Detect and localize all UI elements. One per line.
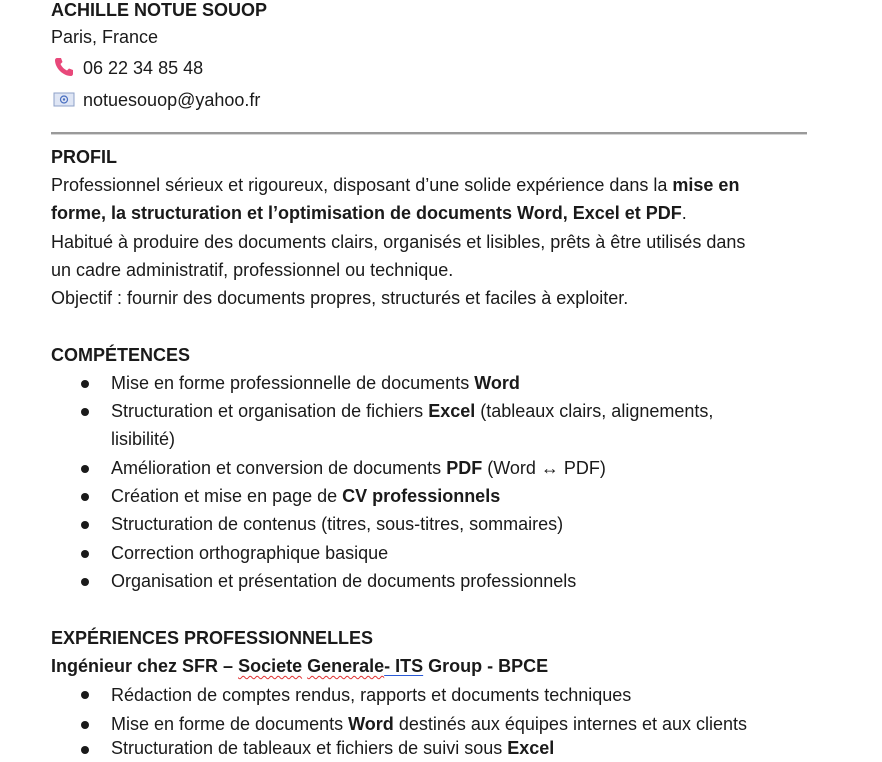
section-title-experiences: EXPÉRIENCES PROFESSIONNELLES	[51, 628, 374, 648]
competence-item: Correction orthographique basique	[111, 543, 389, 563]
competence-item: Création et mise en page de CV professionnels	[111, 486, 501, 506]
competence-item: Structuration et organisation de fichiers Excel (tableaux clairs, alignements,	[111, 401, 714, 421]
bullet-dot	[81, 408, 89, 416]
its-link[interactable]: - ITS	[384, 656, 424, 676]
experience-item: Rédaction de comptes rendus, rapports et documents techniques	[111, 685, 632, 705]
profil-line-1: Professionnel sérieux et rigoureux, disposant d’une solide expérience dans la mise en	[51, 175, 740, 195]
competence-item: Mise en forme professionnelle de documents Word	[111, 373, 520, 393]
phone-icon	[53, 56, 75, 78]
job-title: Ingénieur chez SFR – Societe Generale- ITS Group - BPCE	[51, 656, 549, 676]
phone-number: 06 22 34 85 48	[83, 58, 204, 78]
bullet-dot	[81, 493, 89, 501]
candidate-name: ACHILLE NOTUE SOUOP	[51, 0, 268, 20]
header-divider	[51, 132, 807, 135]
profil-line-2: forme, la structuration et l’optimisation de documents Word, Excel et PDF.	[51, 203, 687, 223]
competence-item: Structuration de contenus (titres, sous-titres, sommaires)	[111, 514, 564, 534]
experience-item: Structuration de tableaux et fichiers de suivi sous Excel	[111, 738, 555, 758]
bullet-dot	[81, 691, 89, 699]
profil-objectif: Objectif : fournir des documents propres, structurés et faciles à exploiter.	[51, 288, 629, 308]
competence-item: Amélioration et conversion de documents PDF (Word ↔ PDF)	[111, 458, 606, 478]
competence-item-continued: lisibilité)	[111, 429, 176, 449]
competence-item: Organisation et présentation de documents professionnels	[111, 571, 577, 591]
email-row	[51, 86, 260, 114]
candidate-location: Paris, France	[51, 27, 159, 47]
bullet-dot	[81, 550, 89, 558]
bullet-dot	[81, 578, 89, 586]
bullet-dot	[81, 380, 89, 388]
bullet-dot	[81, 465, 89, 473]
profil-line-3: Habitué à produire des documents clairs, organisés et lisibles, prêts à être utilisés dans	[51, 232, 746, 252]
phone-row	[51, 54, 203, 82]
section-title-profil: PROFIL	[51, 147, 117, 167]
experience-item: Mise en forme de documents Word destinés aux équipes internes et aux clients	[111, 714, 748, 734]
bullet-dot	[81, 721, 89, 729]
email-address[interactable]: notuesouop@yahoo.fr	[83, 90, 261, 110]
section-title-competences: COMPÉTENCES	[51, 345, 191, 365]
profil-line-4: un cadre administratif, professionnel ou technique.	[51, 260, 454, 280]
bullet-dot	[81, 521, 89, 529]
email-card-icon	[53, 88, 75, 110]
